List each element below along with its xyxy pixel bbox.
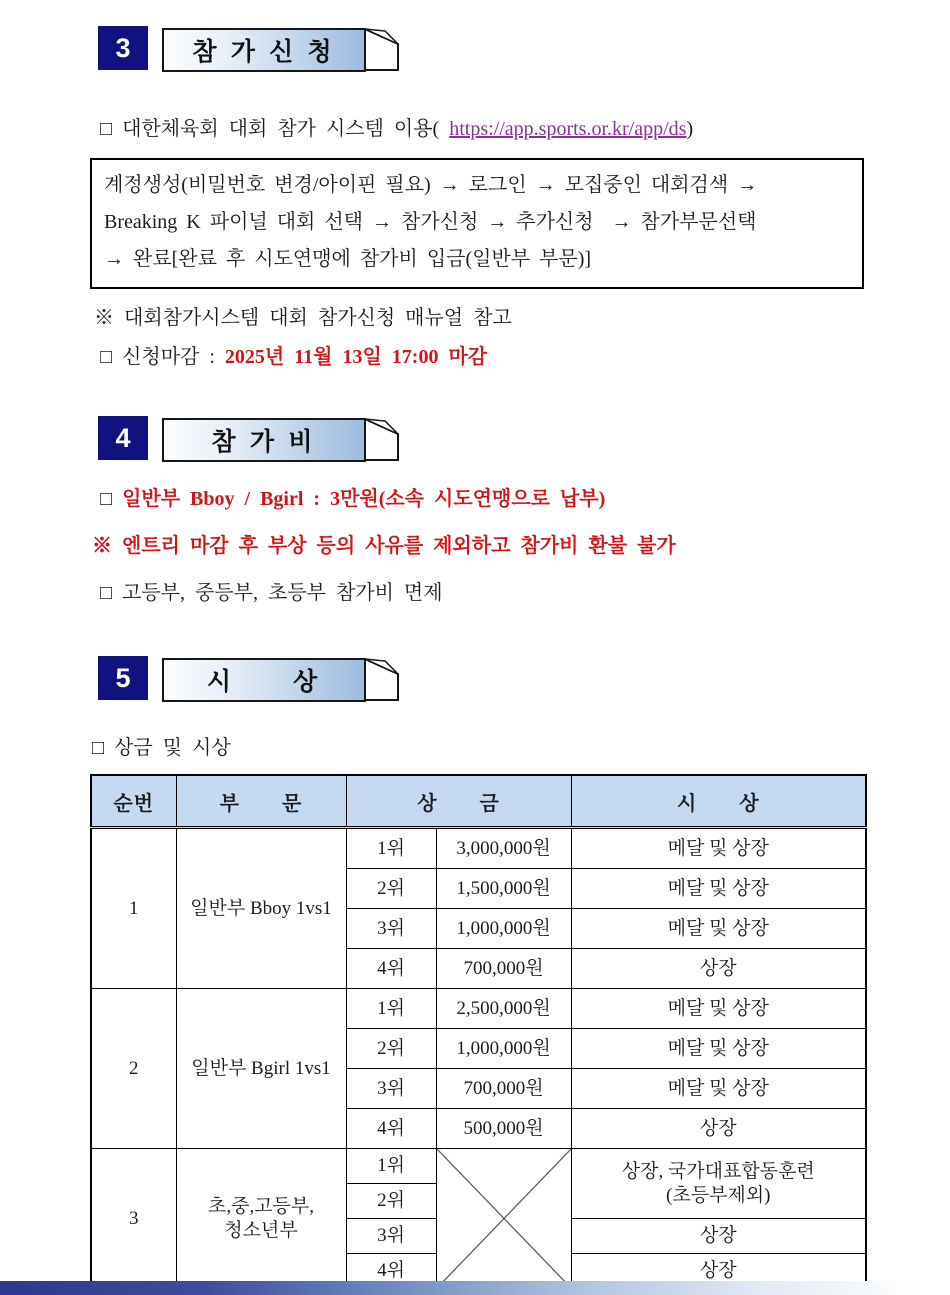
table-row [91, 828, 866, 869]
header-division: 부 문 [176, 775, 346, 828]
process-step-line-2: Breaking K 파이널 대회 선택 → 참가신청 → 추가신청 → 참가부문선택 [104, 211, 757, 233]
section-5-number: 5 [98, 656, 148, 700]
group3-no: 3 [91, 1149, 176, 1290]
table-row [91, 989, 866, 1029]
entry-fee-line [100, 486, 865, 512]
amount-cell: 700,000원 [436, 1069, 571, 1109]
rank-cell: 1위 [346, 1149, 436, 1184]
table-row [91, 1149, 866, 1184]
section-4-title: 참 가 비 [162, 418, 366, 462]
award-cell: 상장 [571, 1219, 866, 1254]
section-3-header [98, 26, 865, 72]
process-step-line-3: → 완료[완료 후 시도연맹에 참가비 입금(일반부 부문)] [104, 248, 592, 270]
group1-no: 1 [91, 828, 176, 989]
award-cell: 메달 및 상장 [571, 828, 866, 869]
system-line-prefix: □ 대한체육회 대회 참가 시스템 이용( [100, 118, 450, 140]
amount-cell: 700,000원 [436, 949, 571, 989]
amount-cell: 1,000,000원 [436, 1029, 571, 1069]
amount-cell: 1,000,000원 [436, 909, 571, 949]
section-5-header [98, 656, 865, 702]
participation-system-line [100, 116, 865, 142]
rank-cell: 3위 [346, 1069, 436, 1109]
group3-division [176, 1149, 346, 1290]
division-line-2: 청소년부 [224, 1219, 298, 1241]
deadline-label: □ 신청마감 : [100, 346, 225, 368]
division-line-1: 초,중,고등부, [207, 1195, 315, 1217]
diagonal-cross-icon [437, 1149, 571, 1288]
award-cell: 메달 및 상장 [571, 869, 866, 909]
rank-cell: 4위 [346, 949, 436, 989]
application-process-box [90, 158, 864, 289]
rank-cell: 2위 [346, 869, 436, 909]
system-line-suffix: ) [686, 118, 694, 140]
prize-and-awards-subtitle: □ 상금 및 시상 [92, 737, 231, 759]
rank-cell: 3위 [346, 909, 436, 949]
rank-cell: 1위 [346, 989, 436, 1029]
section-3-title: 참 가 신 청 [162, 28, 366, 72]
refund-policy-note: ※ 엔트리 마감 후 부상 등의 사유를 제외하고 참가비 환불 불가 [92, 535, 676, 557]
rank-cell: 2위 [346, 1184, 436, 1219]
award-cell: 상장 [571, 1109, 866, 1149]
folded-ribbon-end-icon [365, 418, 403, 462]
deadline-value: 2025년 11월 13일 17:00 마감 [224, 346, 488, 368]
header-prize: 상 금 [346, 775, 571, 828]
award-cell: 상장 [571, 949, 866, 989]
section-4-header [98, 416, 865, 462]
table-header-row [91, 775, 866, 828]
amount-cell: 1,500,000원 [436, 869, 571, 909]
manual-reference-note: ※ 대회참가시스템 대회 참가신청 매뉴얼 참고 [94, 307, 512, 329]
footer-gradient-bar [0, 1281, 950, 1295]
award-cell: 메달 및 상장 [571, 989, 866, 1029]
amount-cell: 500,000원 [436, 1109, 571, 1149]
folded-ribbon-end-icon [365, 658, 403, 702]
fee-text: 일반부 Bboy / Bgirl : 3만원(소속 시도연맹으로 납부) [122, 488, 606, 510]
award-cell: 메달 및 상장 [571, 1029, 866, 1069]
award-line-1: 상장, 국가대표합동훈련 [621, 1160, 815, 1182]
fee-exemption-line: □ 고등부, 중등부, 초등부 참가비 면제 [100, 582, 443, 604]
award-cell: 메달 및 상장 [571, 909, 866, 949]
section-3-number: 3 [98, 26, 148, 70]
process-step-line-1: 계정생성(비밀번호 변경/아이핀 필요) → 로그인 → 모집중인 대회검색 → [104, 174, 758, 196]
fee-checkbox: □ [100, 488, 123, 510]
rank-cell: 4위 [346, 1254, 436, 1290]
group2-division: 일반부 Bgirl 1vs1 [176, 989, 346, 1149]
header-award: 시 상 [571, 775, 866, 828]
award-cell: 메달 및 상장 [571, 1069, 866, 1109]
group2-no: 2 [91, 989, 176, 1149]
section-5-title: 시 상 [162, 658, 366, 702]
rank-cell: 1위 [346, 828, 436, 869]
application-deadline-line [100, 344, 865, 370]
no-prize-crossed-cell [436, 1149, 571, 1290]
amount-cell: 3,000,000원 [436, 828, 571, 869]
award-cell: 상장 [571, 1254, 866, 1290]
header-no: 순번 [91, 775, 176, 828]
rank-cell: 4위 [346, 1109, 436, 1149]
folded-ribbon-end-icon [365, 28, 403, 72]
awards-table [90, 774, 867, 1290]
rank-cell: 2위 [346, 1029, 436, 1069]
award-cell-top [571, 1149, 866, 1219]
group1-division: 일반부 Bboy 1vs1 [176, 828, 346, 989]
participation-system-link[interactable]: https://app.sports.or.kr/app/ds [449, 118, 687, 140]
rank-cell: 3위 [346, 1219, 436, 1254]
section-4-number: 4 [98, 416, 148, 460]
amount-cell: 2,500,000원 [436, 989, 571, 1029]
award-line-2: (초등부제외) [666, 1184, 771, 1206]
